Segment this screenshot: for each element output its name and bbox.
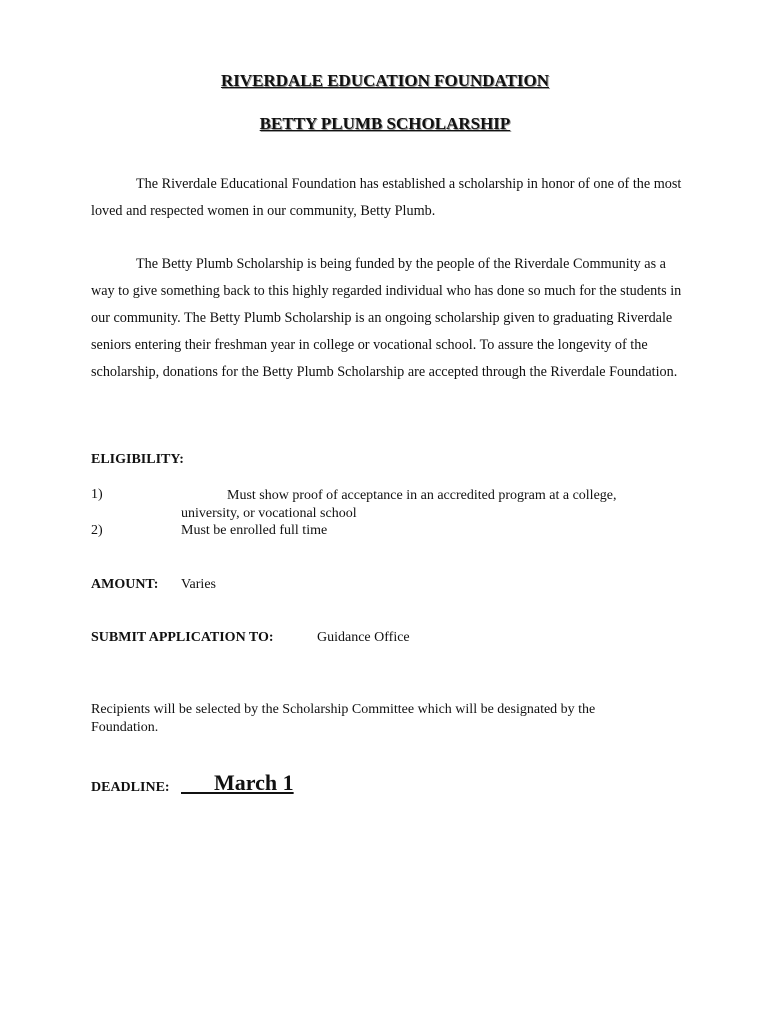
eligibility-item-2-number: 2) — [91, 523, 103, 538]
funding-paragraph — [91, 251, 686, 386]
recipients-note: Recipients will be selected by the Scholarship Committee which will be designated by the Foundation. — [91, 702, 596, 735]
deadline-label: DEADLINE: — [91, 780, 170, 795]
intro-paragraph-text: The Riverdale Educational Foundation has established a scholarship in honor of one of the most loved and respected women in our community, Betty Plumb. — [91, 176, 682, 219]
deadline-value-wrapper — [181, 770, 294, 796]
submit-label: SUBMIT APPLICATION TO: — [91, 630, 274, 645]
eligibility-heading: ELIGIBILITY: — [91, 452, 184, 467]
deadline-value: March 1 — [214, 770, 294, 795]
eligibility-item-1-text: Must show proof of acceptance in an accredited program at a college, university, or vocational school — [181, 488, 617, 521]
funding-paragraph-text: The Betty Plumb Scholarship is being funded by the people of the Riverdale Community as a way to give something back to this highly regarded individual who has done so much for the students in our community. The Betty Plumb Scholarship is an ongoing scholarship given to graduating Riverdale seniors entering their freshman year in college or vocational school. To assure the longevity of the scholarship, donations for the Betty Plumb Scholarship are accepted through the Riverdale Foundation. — [91, 256, 682, 380]
scholarship-title: BETTY PLUMB SCHOLARSHIP — [259, 114, 511, 133]
eligibility-item-1 — [181, 487, 661, 523]
amount-value: Varies — [181, 577, 216, 592]
amount-label: AMOUNT: — [91, 577, 159, 592]
organization-title: RIVERDALE EDUCATION FOUNDATION — [220, 71, 550, 90]
intro-paragraph — [91, 171, 686, 225]
eligibility-item-1-number: 1) — [91, 487, 103, 502]
submit-value: Guidance Office — [317, 630, 410, 645]
eligibility-item-2-text: Must be enrolled full time — [181, 523, 328, 538]
